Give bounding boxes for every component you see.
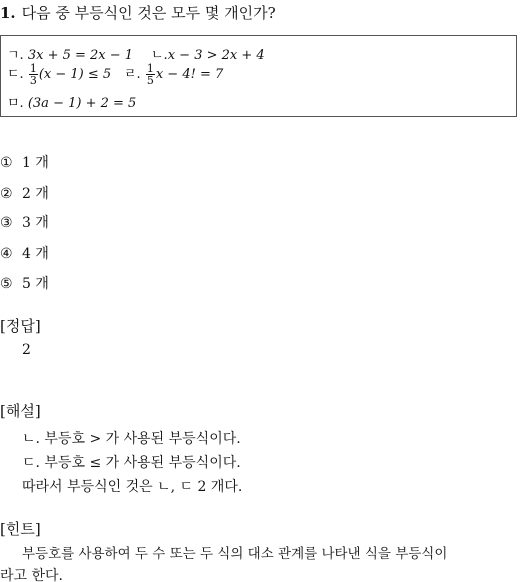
choice-1[interactable] <box>0 152 49 172</box>
condition-d-expr: x − 4! = 7 <box>155 67 224 82</box>
hint-line-2: 라고 한다. <box>0 568 63 582</box>
conditions-box <box>0 35 517 117</box>
condition-c <box>7 63 111 86</box>
condition-c-label: ㄷ. <box>7 67 24 82</box>
question <box>0 2 276 23</box>
choice-marker: ④ <box>0 246 13 262</box>
condition-a-label: ㄱ. <box>7 48 24 63</box>
choice-marker: ① <box>0 155 13 171</box>
fraction-denominator: 3 <box>29 74 37 87</box>
choice-5[interactable] <box>0 273 49 293</box>
condition-b <box>151 44 265 63</box>
condition-a-expr: 3x + 5 = 2x − 1 <box>27 48 134 63</box>
choice-text: 2 개 <box>22 186 49 202</box>
explanation-line-1: ㄴ. 부등호 > 가 사용된 부등식이다. <box>22 431 241 447</box>
explanation-line-2: ㄷ. 부등호 ≤ 가 사용된 부등식이다. <box>22 455 241 471</box>
choice-marker: ② <box>0 186 13 202</box>
choice-text: 5 개 <box>22 276 49 292</box>
choice-text: 1 개 <box>22 155 49 171</box>
condition-e-expr: (3a − 1) + 2 = 5 <box>27 96 137 111</box>
condition-e-label: ㅁ. <box>7 96 24 111</box>
condition-c-fraction <box>29 63 38 86</box>
question-text: 다음 중 부등식인 것은 모두 몇 개인가? <box>21 4 276 22</box>
fraction-numerator: 1 <box>29 62 37 75</box>
condition-b-label: ㄴ. <box>151 48 168 63</box>
condition-e <box>7 92 136 111</box>
choice-marker: ⑤ <box>0 276 13 292</box>
fraction-denominator: 5 <box>146 74 154 87</box>
answer-heading: [정답] <box>0 317 41 335</box>
question-number: 1. <box>0 4 16 22</box>
condition-d-fraction <box>146 63 155 86</box>
explanation-heading: [해설] <box>0 402 41 420</box>
choice-2[interactable] <box>0 183 49 203</box>
condition-d-label: ㄹ. <box>124 67 141 82</box>
choice-text: 4 개 <box>22 246 49 262</box>
condition-d <box>124 63 223 86</box>
choice-3[interactable] <box>0 212 49 232</box>
answer-value: 2 <box>22 342 31 358</box>
fraction-numerator: 1 <box>146 62 154 75</box>
condition-c-expr: (x − 1) ≤ 5 <box>38 67 112 82</box>
explanation-line-3: 따라서 부등식인 것은 ㄴ, ㄷ 2 개다. <box>22 479 243 495</box>
choice-marker: ③ <box>0 215 13 231</box>
choice-text: 3 개 <box>22 215 49 231</box>
hint-line-1: 부등호를 사용하여 두 수 또는 두 식의 대소 관계를 나타낸 식을 부등식이 <box>22 546 448 562</box>
condition-b-expr: x − 3 > 2x + 4 <box>167 48 265 63</box>
condition-a <box>7 44 133 63</box>
choice-4[interactable] <box>0 243 49 263</box>
hint-heading: [힌트] <box>0 520 41 538</box>
